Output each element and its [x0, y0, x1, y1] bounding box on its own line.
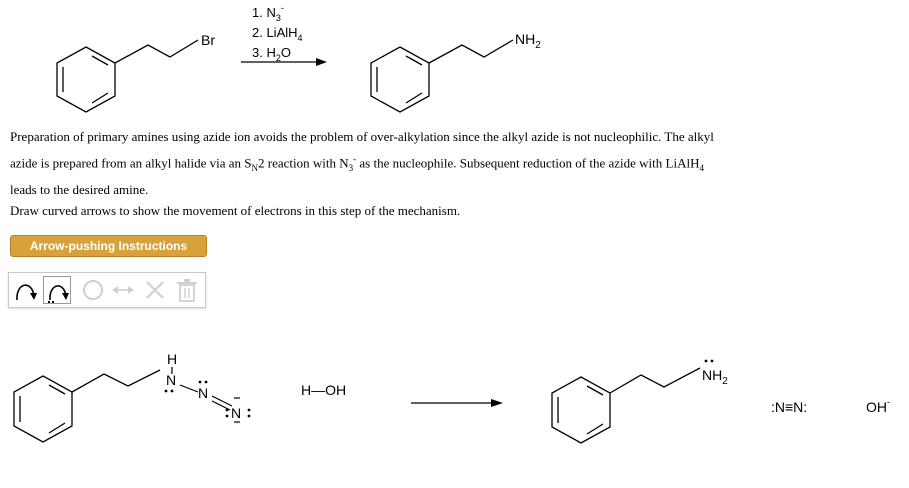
- amine-group: $NH_2$: [702, 367, 728, 387]
- reagent-2: 2. LiAlH$_4$: [252, 25, 303, 43]
- benzene-ring-start: [57, 40, 198, 112]
- reaction-scheme: [0, 0, 909, 120]
- reagent-3: 3. $H_2O$: [252, 45, 291, 63]
- resonance-arrow-icon[interactable]: [109, 276, 137, 304]
- description-paragraph: [10, 126, 900, 201]
- drawing-toolbar: [8, 272, 206, 308]
- benzene-ring-azide: [14, 370, 160, 442]
- azide-nitrogen-3: N: [231, 405, 242, 421]
- ring-tool-icon[interactable]: [79, 276, 107, 304]
- azide-nitrogen-2: N: [198, 385, 209, 401]
- azide-hydrogen: H: [167, 351, 178, 367]
- instruction-text: Draw curved arrows to show the movement of electrons in this step of the mechanism.: [10, 203, 461, 218]
- delete-x-icon[interactable]: [141, 276, 169, 304]
- trash-icon[interactable]: [173, 276, 201, 304]
- reagent-1: 1. $N_3^-$: [252, 3, 284, 23]
- mechanism-panel: [0, 340, 909, 488]
- curved-arrow-pair-icon[interactable]: [12, 276, 40, 304]
- azide-nitrogen-1: N: [166, 372, 177, 388]
- product-amine-label: $NH_2$: [515, 31, 541, 51]
- hydroxide-ion: OH-: [866, 397, 890, 415]
- description-line-3: leads to the desired amine.: [10, 181, 149, 197]
- water-molecule: H—OH: [301, 382, 347, 398]
- benzene-ring-amine: [552, 368, 700, 443]
- description-line-1: Preparation of primary amines using azide ion avoids the problem of over-alkylation since the alkyl azide is not nucleophilic. The alkyl: [10, 129, 714, 144]
- description-line-2: azide is prepared from an alkyl halide via an $S_N2$ reaction with $N_3^-$ as the nucleophile. Subsequent reduction of the azide with LiAlH$_4$: [10, 154, 704, 173]
- mechanism-arrow: [411, 399, 503, 407]
- benzene-ring-product: [371, 40, 513, 112]
- bromine-label: Br: [201, 32, 215, 48]
- curved-arrow-single-icon[interactable]: [43, 276, 71, 304]
- nitrogen-gas: :N≡N:: [771, 399, 808, 415]
- arrow-pushing-instructions-button[interactable]: Arrow-pushing Instructions: [10, 235, 207, 257]
